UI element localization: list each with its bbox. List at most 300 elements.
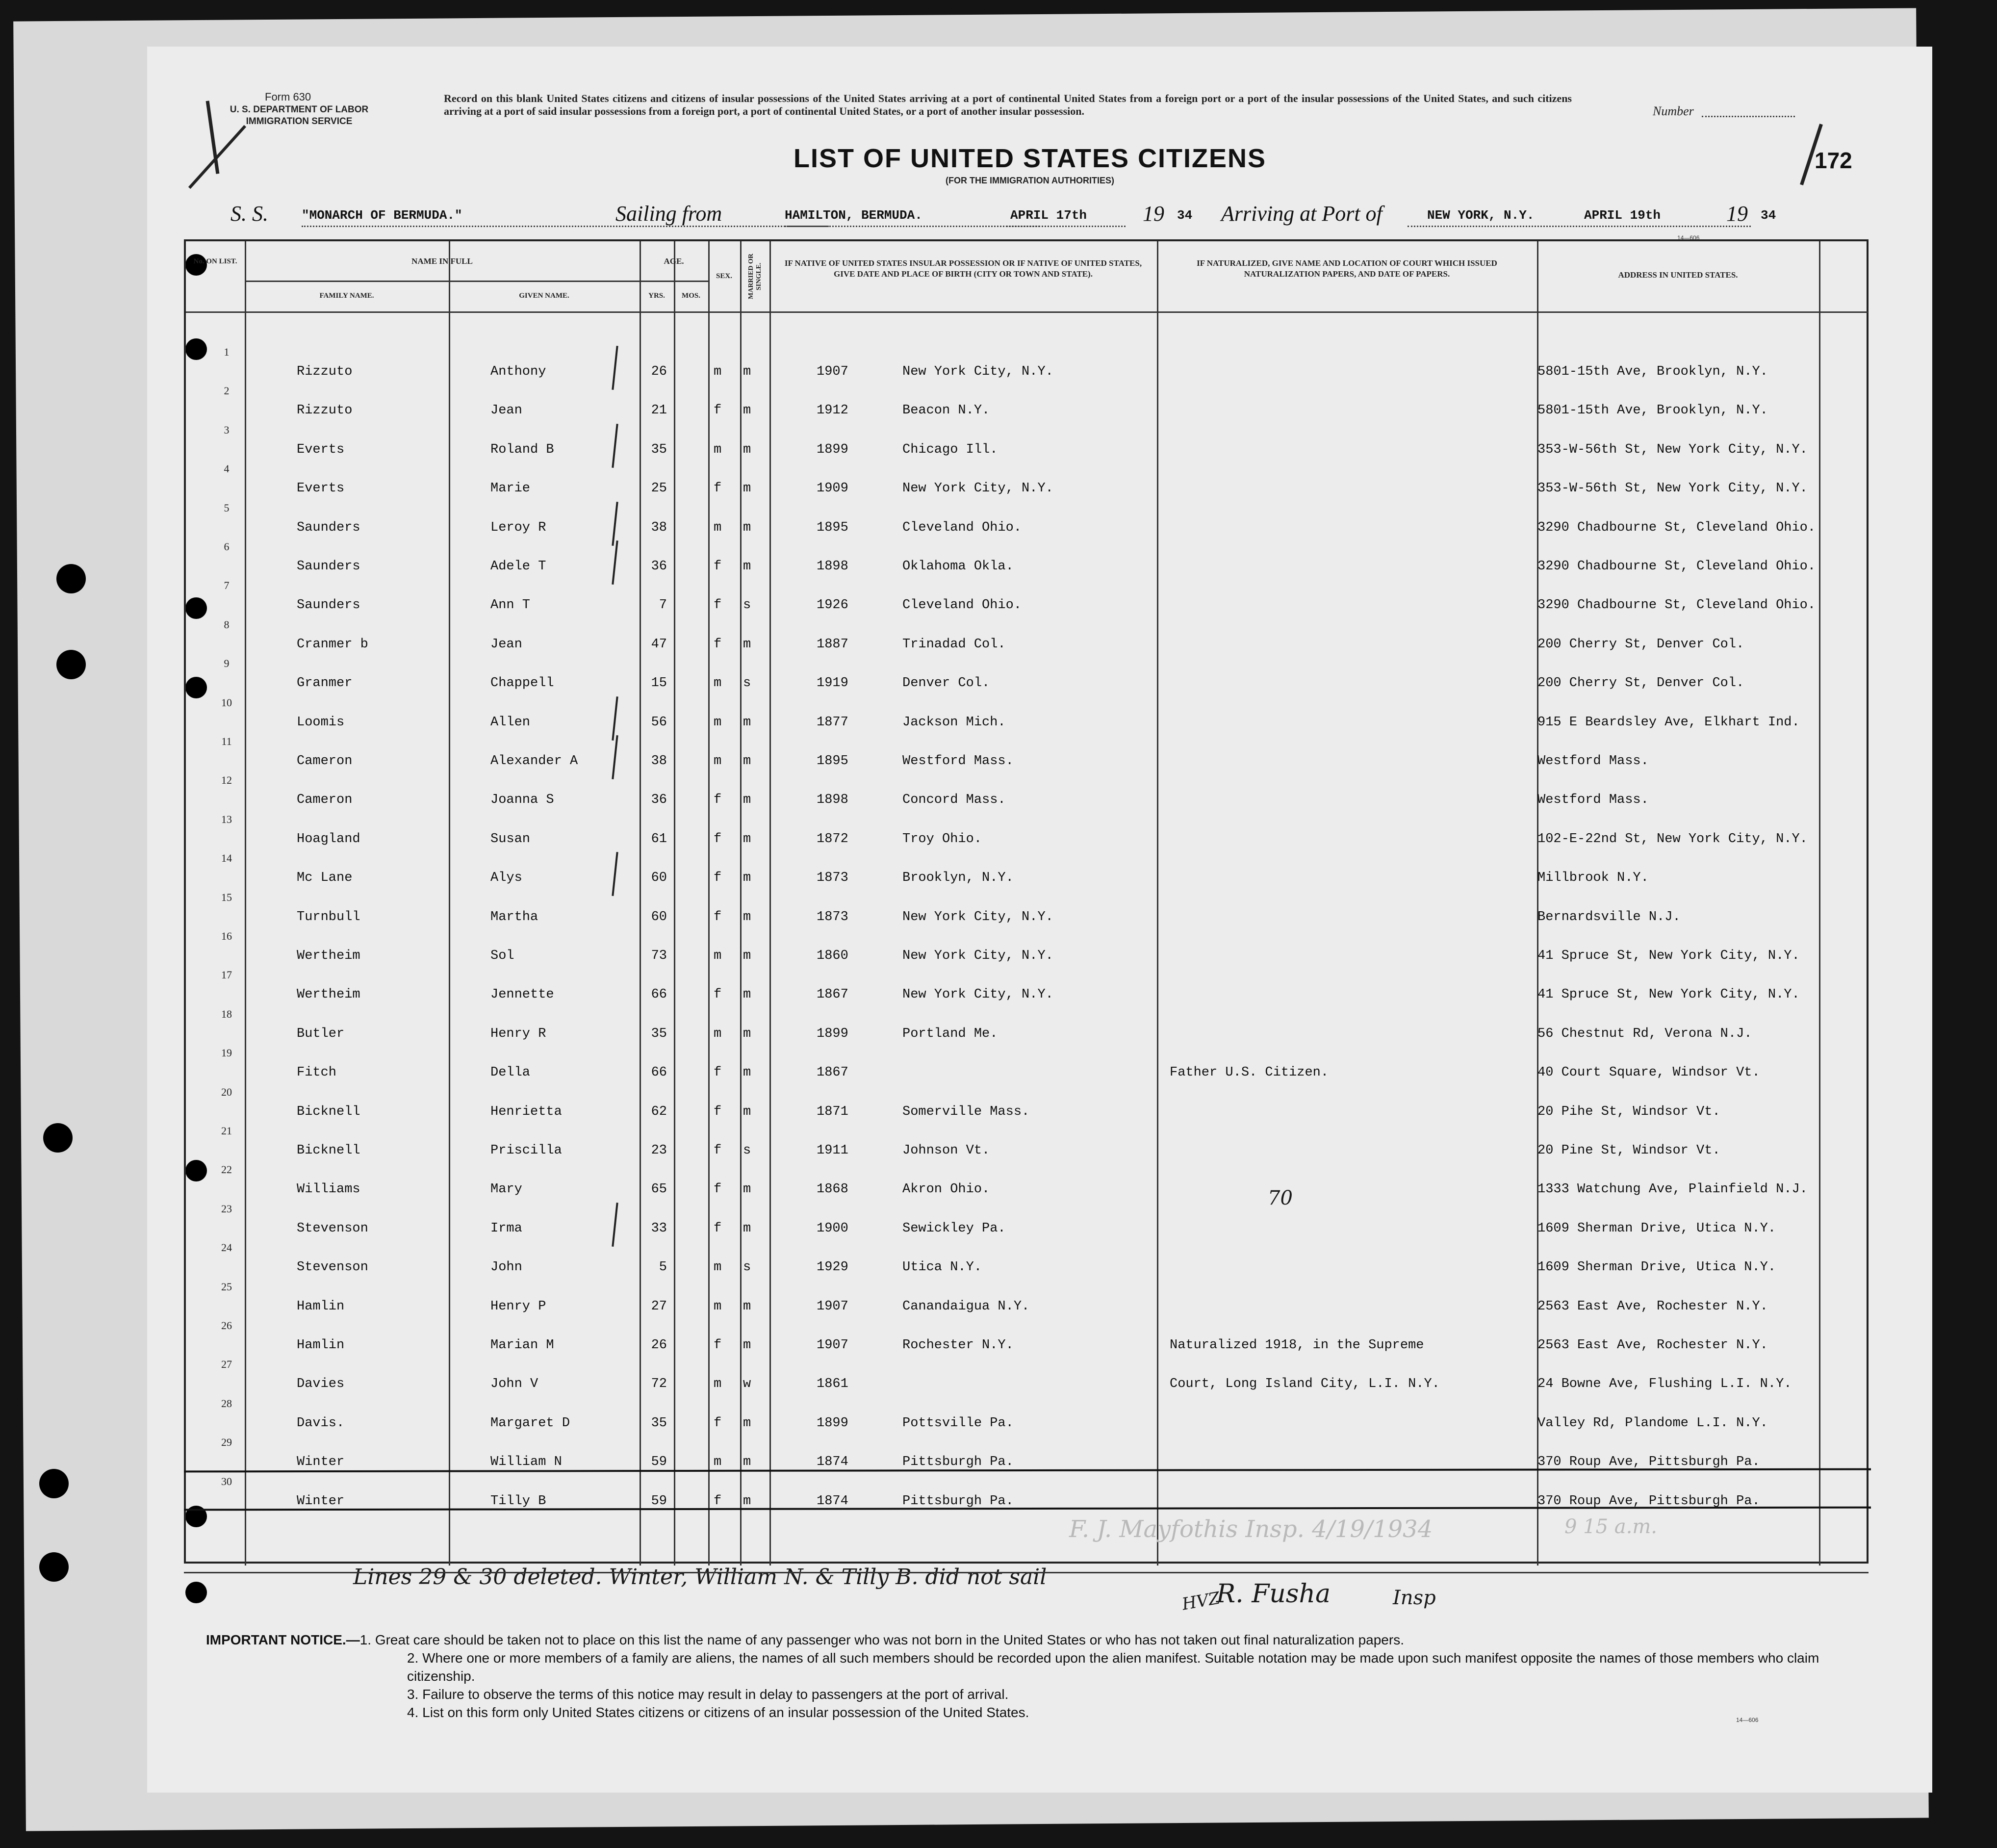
cell-year: 1895	[817, 754, 848, 769]
cell-address: 40 Court Square, Windsor Vt.	[1537, 1065, 1760, 1080]
cell-address: 3290 Chadbourne St, Cleveland Ohio.	[1537, 559, 1816, 574]
dotted-line	[1408, 226, 1751, 227]
cell-address: 370 Roup Ave, Pittsburgh Pa.	[1537, 1494, 1760, 1509]
cell-ms: s	[743, 1143, 751, 1158]
cell-year: 1926	[817, 598, 848, 613]
row-number: 10	[221, 696, 232, 709]
row-number: 25	[221, 1281, 232, 1293]
cell-ms: m	[743, 1494, 751, 1509]
cell-ms: s	[743, 598, 751, 613]
cell-age: 15	[651, 676, 667, 691]
cell-family: Hamlin	[297, 1299, 345, 1314]
cell-address: 2563 East Ave, Rochester N.Y.	[1537, 1338, 1768, 1353]
column-divider	[1537, 241, 1538, 1566]
cell-sex: f	[714, 1104, 722, 1119]
cell-age: 26	[651, 364, 667, 379]
signature-title: Insp	[1393, 1587, 1436, 1609]
row-number: 19	[221, 1047, 232, 1059]
cell-year: 1874	[817, 1455, 848, 1469]
cell-sex: m	[714, 1260, 722, 1275]
cell-family: Bicknell	[297, 1104, 360, 1119]
row-number: 11	[221, 735, 232, 747]
cell-place: Rochester N.Y.	[902, 1338, 1014, 1353]
cell-ms: m	[743, 793, 751, 807]
cell-year: 1873	[817, 871, 848, 885]
row-number: 13	[221, 813, 232, 825]
cell-place: Canandaigua N.Y.	[902, 1299, 1030, 1314]
cell-sex: m	[714, 715, 722, 730]
cell-year: 1907	[817, 1299, 848, 1314]
punch-hole	[185, 1582, 207, 1603]
cell-sex: m	[714, 442, 722, 457]
cell-given: Anthony	[490, 364, 546, 379]
cell-ms: m	[743, 1104, 751, 1119]
cell-address: 353-W-56th St, New York City, N.Y.	[1537, 481, 1808, 496]
row-number: 4	[224, 462, 230, 475]
cell-family: Bicknell	[297, 1143, 360, 1158]
cell-family: Winter	[297, 1494, 345, 1509]
voyage-line	[230, 201, 1834, 231]
cell-place: Somerville Mass.	[902, 1104, 1030, 1119]
notice-item-3: 3. Failure to observe the terms of this notice may result in delay to passengers at the port of arrival.	[407, 1687, 1009, 1702]
dotted-line	[1003, 226, 1126, 227]
cell-age: 35	[651, 442, 667, 457]
cell-nat: Court, Long Island City, L.I. N.Y.	[1170, 1377, 1440, 1391]
cell-given: John	[490, 1260, 522, 1275]
dotted-line	[785, 226, 1040, 227]
header-birth: IF NATIVE OF UNITED STATES INSULAR POSSESSION OR IF NATIVE OF UNITED STATES, GIVE DATE AND PLACE OF BIRTH (CITY OR TOWN AND STATE).	[784, 258, 1142, 279]
cell-ms: s	[743, 1260, 751, 1275]
cell-place: Jackson Mich.	[902, 715, 1006, 730]
cell-age: 33	[651, 1221, 667, 1236]
footer-code: 14—606	[1736, 1717, 1759, 1723]
cell-ms: m	[743, 1182, 751, 1197]
cell-given: Henry P	[490, 1299, 546, 1314]
cell-place: Denver Col.	[902, 676, 990, 691]
cell-year: 1898	[817, 559, 848, 574]
header-naturalized: IF NATURALIZED, GIVE NAME AND LOCATION OF COURT WHICH ISSUED NATURALIZATION PAPERS, AND DATE OF PAPERS.	[1197, 258, 1497, 279]
cell-ms: w	[743, 1377, 751, 1391]
cell-year: 1907	[817, 1338, 848, 1353]
cell-given: Adele T	[490, 559, 546, 574]
cell-address: Bernardsville N.J.	[1537, 910, 1681, 924]
row-number: 22	[221, 1163, 232, 1176]
cell-year: 1868	[817, 1182, 848, 1197]
cell-address: 24 Bowne Ave, Flushing L.I. N.Y.	[1537, 1377, 1792, 1391]
cell-ms: m	[743, 403, 751, 418]
cell-age: 36	[651, 793, 667, 807]
cell-place: Johnson Vt.	[902, 1143, 990, 1158]
cell-ms: m	[743, 832, 751, 847]
cell-address: 1609 Sherman Drive, Utica N.Y.	[1537, 1221, 1776, 1236]
row-number: 26	[221, 1319, 232, 1332]
cell-sex: f	[714, 987, 722, 1002]
cell-ms: m	[743, 910, 751, 924]
handwritten-mark-70: 70	[1268, 1187, 1293, 1209]
notice-heading: IMPORTANT NOTICE.—	[206, 1632, 360, 1647]
passenger-table	[184, 239, 1869, 1564]
number-label: Number	[1653, 104, 1694, 118]
cell-age: 59	[651, 1455, 667, 1469]
header-years: YRS.	[648, 292, 665, 300]
row-number: 28	[221, 1397, 232, 1410]
cell-given: Susan	[490, 832, 531, 847]
cell-family: Wertheim	[297, 949, 360, 963]
header-name-in-full: NAME IN FULL	[411, 257, 473, 266]
cell-year: 1895	[817, 520, 848, 535]
cell-given: Della	[490, 1065, 531, 1080]
cell-address: Westford Mass.	[1537, 754, 1649, 769]
cell-year: 1873	[817, 910, 848, 924]
cell-year: 1871	[817, 1104, 848, 1119]
cell-age: 7	[659, 598, 667, 613]
header-no-on-list: No. ON LIST.	[193, 257, 237, 265]
record-instructions: Record on this blank United States citizens and citizens of insular possessions of the United States arriving at a port of continental United States from a foreign port or a port of the insular possessions of the United States, and such citizens arriving at a port of said insular possessions from a foreign port, a port of continental United States, or a port of another insular possession.	[444, 92, 1572, 117]
cell-age: 61	[651, 832, 667, 847]
cell-year: 1919	[817, 676, 848, 691]
notice-item-2: 2. Where one or more members of a family are aliens, the names of all such members should be recorded upon the alien manifest. Suitable notation may be made upon such manifest opposite the names of those members who claim citizenship.	[407, 1650, 1819, 1684]
header-age: AGE.	[664, 257, 684, 266]
cell-given: Margaret D	[490, 1416, 570, 1431]
arrival-date: APRIL 19th	[1584, 208, 1661, 223]
punch-hole	[56, 564, 86, 593]
cell-ms: m	[743, 559, 751, 574]
header-address: ADDRESS IN UNITED STATES.	[1618, 270, 1738, 280]
cell-family: Hoagland	[297, 832, 360, 847]
cell-age: 23	[651, 1143, 667, 1158]
cell-family: Everts	[297, 481, 345, 496]
cell-place: Portland Me.	[902, 1027, 998, 1041]
arrival-port: NEW YORK, N.Y.	[1427, 208, 1535, 223]
cell-sex: f	[714, 1182, 722, 1197]
arriving-label: Arriving at Port of	[1221, 202, 1383, 226]
cell-year: 1899	[817, 442, 848, 457]
cell-family: Turnbull	[297, 910, 360, 924]
cell-ms: m	[743, 1455, 751, 1469]
inspector-stamp: F. J. Mayfothis Insp. 4/19/1934	[1069, 1515, 1433, 1543]
cell-family: Saunders	[297, 520, 360, 535]
cell-year: 1861	[817, 1377, 848, 1391]
form-number: Form 630	[265, 91, 311, 103]
row-number: 24	[221, 1241, 232, 1254]
cell-sex: m	[714, 1455, 722, 1469]
cell-family: Cranmer b	[297, 637, 368, 652]
cell-sex: f	[714, 598, 722, 613]
cell-ms: m	[743, 1299, 751, 1314]
row-number: 16	[221, 930, 232, 942]
row-number: 20	[221, 1086, 232, 1098]
row-number: 14	[221, 852, 232, 864]
year-prefix: 19	[1726, 202, 1748, 226]
cell-family: Saunders	[297, 559, 360, 574]
cell-family: Everts	[297, 442, 345, 457]
cell-place: Brooklyn, N.Y.	[902, 871, 1014, 885]
cell-family: Butler	[297, 1027, 345, 1041]
cell-place: Beacon N.Y.	[902, 403, 990, 418]
footer-rule	[184, 1572, 1869, 1573]
cell-sex: m	[714, 1027, 722, 1041]
cell-age: 72	[651, 1377, 667, 1391]
cell-sex: f	[714, 1143, 722, 1158]
cell-place: New York City, N.Y.	[902, 949, 1053, 963]
cell-sex: f	[714, 637, 722, 652]
cell-place: Chicago Ill.	[902, 442, 998, 457]
cell-sex: m	[714, 676, 722, 691]
column-divider	[740, 241, 742, 1566]
cell-given: Henrietta	[490, 1104, 562, 1119]
cell-given: William N	[490, 1455, 562, 1469]
cell-family: Winter	[297, 1455, 345, 1469]
cell-place: Akron Ohio.	[902, 1182, 990, 1197]
cell-age: 59	[651, 1494, 667, 1509]
row-number: 8	[224, 618, 230, 631]
cell-sex: m	[714, 754, 722, 769]
cell-family: Davis.	[297, 1416, 345, 1431]
row-number: 7	[224, 579, 230, 591]
cell-place: Sewickley Pa.	[902, 1221, 1006, 1236]
cell-address: 20 Pihe St, Windsor Vt.	[1537, 1104, 1720, 1119]
row-number: 1	[224, 346, 230, 358]
cell-given: Martha	[490, 910, 538, 924]
cell-year: 1899	[817, 1027, 848, 1041]
cell-address: 2563 East Ave, Rochester N.Y.	[1537, 1299, 1768, 1314]
cell-family: Saunders	[297, 598, 360, 613]
cell-family: Cameron	[297, 793, 353, 807]
cell-year: 1887	[817, 637, 848, 652]
cell-family: Fitch	[297, 1065, 337, 1080]
cell-family: Stevenson	[297, 1221, 368, 1236]
cell-given: Leroy R	[490, 520, 546, 535]
cell-sex: m	[714, 1377, 722, 1391]
cell-given: John V	[490, 1377, 538, 1391]
cell-age: 62	[651, 1104, 667, 1119]
cell-address: 3290 Chadbourne St, Cleveland Ohio.	[1537, 598, 1816, 613]
cell-given: Jennette	[490, 987, 554, 1002]
cell-given: Ann T	[490, 598, 531, 613]
cell-sex: m	[714, 520, 722, 535]
cell-sex: f	[714, 1416, 722, 1431]
cell-family: Rizzuto	[297, 364, 353, 379]
cell-given: Marie	[490, 481, 531, 496]
cell-sex: f	[714, 1065, 722, 1080]
row-number: 3	[224, 424, 230, 436]
cell-age: 60	[651, 871, 667, 885]
ship-name: "MONARCH OF BERMUDA."	[302, 208, 462, 223]
department-label	[201, 104, 397, 128]
cell-nat: Naturalized 1918, in the Supreme	[1170, 1338, 1424, 1353]
cell-ms: m	[743, 949, 751, 963]
cell-family: Stevenson	[297, 1260, 368, 1275]
cell-place: Westford Mass.	[902, 754, 1014, 769]
row-number: 17	[221, 969, 232, 981]
cell-year: 1912	[817, 403, 848, 418]
cell-age: 5	[659, 1260, 667, 1275]
row-number: 2	[224, 385, 230, 397]
cell-ms: m	[743, 364, 751, 379]
cell-address: 5801-15th Ave, Brooklyn, N.Y.	[1537, 364, 1768, 379]
row-number: 29	[221, 1436, 232, 1448]
cell-ms: m	[743, 1338, 751, 1353]
row-number: 9	[224, 657, 230, 669]
column-divider	[674, 241, 675, 1566]
cell-family: Wertheim	[297, 987, 360, 1002]
cell-ms: m	[743, 871, 751, 885]
cell-ms: m	[743, 637, 751, 652]
cell-year: 1877	[817, 715, 848, 730]
row-number: 23	[221, 1203, 232, 1215]
print-code: 14—606	[1677, 234, 1700, 241]
cell-address: 353-W-56th St, New York City, N.Y.	[1537, 442, 1808, 457]
cell-ms: m	[743, 754, 751, 769]
page-subtitle: (FOR THE IMMIGRATION AUTHORITIES)	[946, 176, 1114, 185]
inspector-signature: R. Fusha	[1216, 1579, 1331, 1609]
cell-address: 5801-15th Ave, Brooklyn, N.Y.	[1537, 403, 1768, 418]
cell-age: 35	[651, 1027, 667, 1041]
cell-given: Henry R	[490, 1027, 546, 1041]
cell-address: 56 Chestnut Rd, Verona N.J.	[1537, 1027, 1752, 1041]
cell-sex: f	[714, 1338, 722, 1353]
header-bottom	[186, 311, 1868, 313]
cell-year: 1867	[817, 1065, 848, 1080]
cell-place: Pittsburgh Pa.	[902, 1455, 1014, 1469]
cell-age: 38	[651, 754, 667, 769]
cell-given: Sol	[490, 949, 514, 963]
cell-age: 36	[651, 559, 667, 574]
cell-given: Alys	[490, 871, 522, 885]
cell-address: 200 Cherry St, Denver Col.	[1537, 637, 1744, 652]
punch-hole	[39, 1552, 69, 1582]
row-number: 21	[221, 1125, 232, 1137]
cell-given: Chappell	[490, 676, 554, 691]
column-divider	[449, 241, 450, 1566]
cell-given: Tilly B	[490, 1494, 546, 1509]
cell-family: Davies	[297, 1377, 345, 1391]
cell-address: 1333 Watchung Ave, Plainfield N.J.	[1537, 1182, 1808, 1197]
cell-year: 1898	[817, 793, 848, 807]
cell-ms: m	[743, 1065, 751, 1080]
cell-ms: m	[743, 1416, 751, 1431]
header-family-name: FAMILY NAME.	[319, 292, 374, 300]
deletion-note: Lines 29 & 30 deleted. Winter, William N. & Tilly B. did not sail	[353, 1565, 1047, 1590]
cell-place: New York City, N.Y.	[902, 364, 1053, 379]
cell-sex: m	[714, 364, 722, 379]
cell-year: 1872	[817, 832, 848, 847]
header-sex: SEX.	[716, 272, 732, 280]
cell-place: Pottsville Pa.	[902, 1416, 1014, 1431]
cell-year: 1909	[817, 481, 848, 496]
cell-given: Joanna S	[490, 793, 554, 807]
sailing-from-label: Sailing from	[615, 202, 722, 226]
notice-item-4: 4. List on this form only United States citizens or citizens of an insular possession of the United States.	[407, 1705, 1029, 1720]
cell-age: 60	[651, 910, 667, 924]
cell-year: 1899	[817, 1416, 848, 1431]
cell-age: 21	[651, 403, 667, 418]
time-stamp: 9 15 a.m.	[1564, 1515, 1657, 1538]
column-divider	[640, 241, 641, 1566]
column-divider	[708, 241, 710, 1566]
punch-hole	[43, 1123, 73, 1153]
cell-sex: f	[714, 793, 722, 807]
service-name: IMMIGRATION SERVICE	[246, 116, 353, 127]
cell-address: Millbrook N.Y.	[1537, 871, 1649, 885]
cell-place: Pittsburgh Pa.	[902, 1494, 1014, 1509]
cell-sex: f	[714, 403, 722, 418]
cell-age: 35	[651, 1416, 667, 1431]
cell-given: Irma	[490, 1221, 522, 1236]
column-divider	[769, 241, 771, 1566]
row-number: 5	[224, 502, 230, 514]
cell-address: 915 E Beardsley Ave, Elkhart Ind.	[1537, 715, 1800, 730]
cell-ms: m	[743, 442, 751, 457]
cell-age: 25	[651, 481, 667, 496]
cell-given: Mary	[490, 1182, 522, 1197]
cell-sex: m	[714, 1299, 722, 1314]
cell-year: 1867	[817, 987, 848, 1002]
cell-age: 26	[651, 1338, 667, 1353]
cell-sex: f	[714, 481, 722, 496]
ss-label: S. S.	[230, 202, 268, 226]
header-given-name: GIVEN NAME.	[519, 292, 569, 300]
cell-address: Westford Mass.	[1537, 793, 1649, 807]
punch-hole	[39, 1469, 69, 1498]
cell-ms: m	[743, 481, 751, 496]
cell-sex: f	[714, 1494, 722, 1509]
cell-year: 1907	[817, 364, 848, 379]
cell-given: Marian M	[490, 1338, 554, 1353]
cell-year: 1874	[817, 1494, 848, 1509]
cell-year: 1911	[817, 1143, 848, 1158]
cell-family: Hamlin	[297, 1338, 345, 1353]
header-married-single: MARRIED OR SINGLE.	[747, 254, 763, 300]
cell-sex: f	[714, 559, 722, 574]
cell-family: Rizzuto	[297, 403, 353, 418]
cell-sex: f	[714, 832, 722, 847]
cell-sex: m	[714, 949, 722, 963]
cell-given: Jean	[490, 403, 522, 418]
cell-age: 27	[651, 1299, 667, 1314]
cell-family: Granmer	[297, 676, 353, 691]
cell-given: Jean	[490, 637, 522, 652]
cell-ms: s	[743, 676, 751, 691]
cell-age: 47	[651, 637, 667, 652]
cell-address: 41 Spruce St, New York City, N.Y.	[1537, 949, 1800, 963]
row-number: 30	[221, 1475, 232, 1488]
cell-sex: f	[714, 910, 722, 924]
cell-ms: m	[743, 715, 751, 730]
cell-place: Cleveland Ohio.	[902, 520, 1022, 535]
page-title: LIST OF UNITED STATES CITIZENS	[794, 144, 1266, 173]
cell-family: Loomis	[297, 715, 345, 730]
cell-age: 66	[651, 1065, 667, 1080]
cell-address: Valley Rd, Plandome L.I. N.Y.	[1537, 1416, 1768, 1431]
page-number: 172	[1815, 148, 1852, 173]
cell-given: Priscilla	[490, 1143, 562, 1158]
dotted-line	[302, 226, 829, 227]
row-number: 15	[221, 891, 232, 903]
cell-place: New York City, N.Y.	[902, 987, 1053, 1002]
cell-age: 38	[651, 520, 667, 535]
cell-address: 20 Pine St, Windsor Vt.	[1537, 1143, 1720, 1158]
cell-year: 1929	[817, 1260, 848, 1275]
department-name: U. S. DEPARTMENT OF LABOR	[230, 104, 369, 115]
cell-sex: f	[714, 1221, 722, 1236]
cell-address: 370 Roup Ave, Pittsburgh Pa.	[1537, 1455, 1760, 1469]
cell-place: Concord Mass.	[902, 793, 1006, 807]
cell-year: 1860	[817, 949, 848, 963]
cell-given: Alexander A	[490, 754, 578, 769]
cell-place: Trinadad Col.	[902, 637, 1006, 652]
cell-sex: f	[714, 871, 722, 885]
